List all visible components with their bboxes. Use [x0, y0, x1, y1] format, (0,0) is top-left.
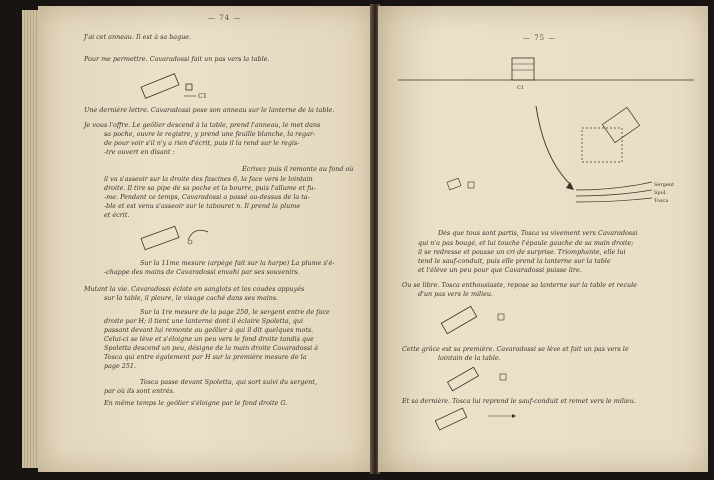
text-line: Ou se libre. Tosca enthousiaste, repose sa lanterne sur la table et recule: [402, 281, 637, 289]
text-line: Tosca qui entre également par H sur la première mesure de la: [104, 353, 307, 361]
text-line: Une dernière lettre. Cavaradossi pose son anneau sur le lanterne de la table.: [84, 106, 335, 114]
table-diagram-icon: [432, 404, 542, 434]
text-line: -tre ouvert en disant :: [104, 148, 175, 156]
left-page: [38, 6, 372, 472]
text-line: droite par H; il tient une lanterne dont il éclaire Spoletta, qui: [104, 317, 304, 325]
text-line: passant devant lui remonte au geôlier à qui il dit quelques mots.: [104, 326, 314, 334]
page-number: — 74 —: [208, 14, 242, 22]
text-line: -me. Pendant ce temps, Cavaradossi a passé au-dessus de la ta-: [104, 193, 310, 201]
text-line: page 251.: [104, 362, 137, 370]
text-line: Écrivez puis il remonte au fond où: [242, 165, 354, 173]
text-line: il se redresse et pousse un cri de surprise. Triomphante, elle lui: [418, 248, 626, 256]
stage-label: Spol.: [654, 190, 667, 196]
stage-label: Sergent: [654, 182, 675, 188]
text-line: et l'élève un peu pour que Cavaradossi puisse lire.: [418, 266, 582, 274]
text-line: Spoletta descend un peu, désigne de la main droite Cavaradossi à: [104, 344, 319, 352]
text-line: lointain de la table.: [438, 354, 501, 362]
text-line: Je vous l'offre. Le geôlier descend à la table, prend l'anneau, le met dans: [84, 121, 321, 129]
text-line: sa poche, ouvre le registre, y prend une feuille blanche, la regar-: [104, 130, 316, 138]
text-line: Sur la 1re mesure de la page 250, le sergent entre de face: [140, 308, 330, 316]
text-line: qui n'a pas bougé, et lui touche l'épaule gauche de sa main droite;: [418, 239, 634, 247]
right-page: [378, 6, 708, 472]
stage-diagram-icon: [396, 50, 696, 230]
text-line: sur la table, il pleure, le visage caché dans ses mains.: [104, 294, 279, 302]
stage-label: C1: [517, 85, 525, 91]
page-number: — 75 —: [523, 34, 557, 42]
stage-label: Tosca: [654, 198, 669, 204]
text-line: -ble et est venu s'asseoir sur le tabouret n. Il prend la plume: [104, 202, 301, 210]
text-line: Mutant la vie. Cavaradossi éclate en sanglots et les coudes appuyés: [84, 285, 305, 293]
text-line: il va s'asseoir sur la droite des fascines 6, la face vers le lointain: [104, 175, 313, 183]
text-line: et écrit.: [104, 211, 130, 219]
text-line: Celui-ci se lève et s'éloigne un peu vers le fond droite tandis que: [104, 335, 314, 343]
text-line: Sur la 11me mesure (arpège fait sur la harpe) La plume s'é-: [140, 259, 335, 267]
text-line: Et sa dernière. Tosca lui reprend le sauf-conduit et remet vers le milieu.: [402, 397, 636, 405]
text-line: par où ils sont entrés.: [104, 387, 175, 395]
text-line: droite. Il tire sa pipe de sa poche et la bourre, puis l'allume et fu-: [104, 184, 316, 192]
text-line: J'ai cet anneau. Il est à sa bague.: [84, 33, 192, 41]
diagram-label: C1: [198, 92, 207, 100]
text-line: d'un pas vers le milieu.: [418, 290, 494, 298]
text-line: de pour voir s'il n'y a rien d'écrit, puis il la rend sur le regis-: [104, 139, 300, 147]
text-line: Cette grâce est sa première. Cavaradossi se lève et fait un pas vers le: [402, 345, 629, 353]
table-diagram-icon: [444, 364, 534, 394]
text-line: Pour me permettre. Cavaradossi fait un pas vers la table.: [84, 55, 270, 63]
text-line: -chappe des mains de Cavaradossi envahi par ses souvenirs.: [104, 268, 300, 276]
text-line: En même temps le geôlier s'éloigne par le fond droite G.: [104, 399, 288, 407]
table-diagram-icon: [438, 302, 528, 338]
chair-diagram-icon: [138, 220, 238, 256]
text-line: Tosca passe devant Spoletta, qui sort suivi du sergent,: [140, 378, 317, 386]
text-line: tend le sauf-conduit, puis elle prend la lanterne sur la table: [418, 257, 611, 265]
text-line: Dès que tous sont partis, Tosca va vivement vers Cavaradossi: [438, 229, 638, 237]
